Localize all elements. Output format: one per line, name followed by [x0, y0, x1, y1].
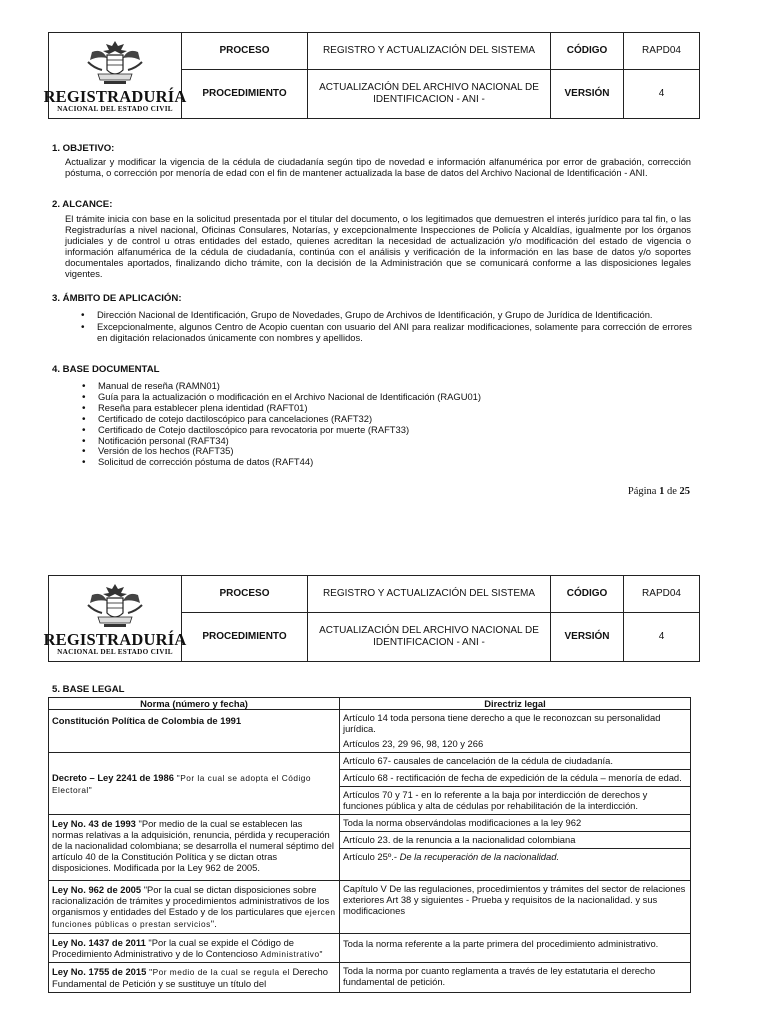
- column-header-directriz: Directriz legal: [340, 698, 691, 710]
- list-item: • Solicitud de corrección póstuma de datos (RAFT44): [81, 457, 693, 468]
- proceso-label: PROCESO: [182, 33, 308, 70]
- table-row: [49, 963, 691, 993]
- column-header-norma: Norma (número y fecha): [49, 698, 340, 710]
- directriz-cell: Artículo 67- causales de cancelación de la cédula de ciudadanía. Artículo 68 - rectificación de fecha de expedición de la cédula – menoría de edad. Artículos 70 y 71 - en lo referente a la baja por interdicción de derechos y funciones pública y alta de cédulas por rehabilitación de la interdicción.: [340, 753, 691, 815]
- document-header: [43, 32, 700, 119]
- version-value: 4: [624, 70, 700, 119]
- codigo-label: CÓDIGO: [551, 33, 624, 70]
- procedimiento-label: PROCEDIMIENTO: [182, 70, 308, 119]
- list-item: • Manual de reseña (RAMN01): [81, 381, 693, 392]
- codigo-value: RAPD04: [624, 576, 700, 613]
- ambito-title: 3. ÁMBITO DE APLICACIÓN:: [52, 293, 182, 304]
- logo-subtitle: NACIONAL DEL ESTADO CIVIL: [57, 648, 173, 657]
- alcance-title: 2. ALCANCE:: [52, 199, 113, 210]
- directriz-cell: Toda la norma por cuanto reglamenta a través de ley estatutaria el derecho fundamental de petición.: [340, 963, 691, 993]
- logo-name: REGISTRADURÍA: [43, 86, 187, 106]
- list-item: • Certificado de Cotejo dactiloscópico para revocatoria por muerte (RAFT33): [81, 425, 693, 436]
- procedimiento-value: ACTUALIZACIÓN DEL ARCHIVO NACIONAL DE IDENTIFICACION - ANI -: [308, 613, 551, 662]
- coat-of-arms-icon: [80, 38, 150, 88]
- base-legal-title: 5. BASE LEGAL: [52, 684, 125, 695]
- registraduria-logo: [43, 581, 187, 657]
- directriz-cell: Toda la norma observándolas modificaciones a la ley 962 Artículo 23. de la renuncia a la nacionalidad colombiana Artículo 25º.- De la recuperación de la nacionalidad.: [340, 815, 691, 881]
- list-item: • Certificado de cotejo dactiloscópico para cancelaciones (RAFT32): [81, 414, 693, 425]
- proceso-value: REGISTRO Y ACTUALIZACIÓN DEL SISTEMA: [308, 33, 551, 70]
- list-item: • Excepcionalmente, algunos Centro de Acopio cuentan con usuario del ANI para realizar modificaciones, solamente para corrección de errores en digitación relacionados únicamente con nombres y apellidos.: [80, 322, 692, 344]
- list-item: • Notificación personal (RAFT34): [81, 436, 693, 447]
- codigo-value: RAPD04: [624, 33, 700, 70]
- table-row: [49, 815, 691, 881]
- directriz-cell: Toda la norma referente a la parte primera del procedimiento administrativo.: [340, 933, 691, 963]
- table-row: [49, 881, 691, 933]
- logo-subtitle: NACIONAL DEL ESTADO CIVIL: [57, 105, 173, 114]
- list-item: • Guía para la actualización o modificación en el Archivo Nacional de Identificación (RAGU01): [81, 392, 693, 403]
- version-label: VERSIÓN: [551, 613, 624, 662]
- directriz-cell: Capítulo V De las regulaciones, procedimientos y trámites del sector de relaciones exteriores Art 38 y siguientes - Prueba y requisitos de la nacionalidad. y sus modificaciones: [340, 881, 691, 933]
- norma-cell: Ley No. 43 de 1993 "Por medio de la cual se establecen las normas relativas a la adquisición, renuncia, pérdida y recuperación de la nacionalidad colombiana; se desarrolla el numeral séptimo del artículo 40 de la Constitución Política y se dictan otras disposiciones. Modificada por la Ley 962 de 2005.: [49, 815, 340, 881]
- logo-cell: [43, 33, 187, 119]
- proceso-value: REGISTRO Y ACTUALIZACIÓN DEL SISTEMA: [308, 576, 551, 613]
- coat-of-arms-icon: [80, 581, 150, 631]
- norma-cell: Decreto – Ley 2241 de 1986 "Por la cual se adopta el Código Electoral": [49, 753, 340, 815]
- logo-name: REGISTRADURÍA: [43, 629, 187, 649]
- directriz-italic: Artículo 25º.- De la recuperación de la nacionalidad.: [340, 848, 690, 880]
- objetivo-text: Actualizar y modificar la vigencia de la cédula de ciudadanía según tipo de novedad e información alfanumérica por error de grabación, corrección póstuma, o corrección por menoría de edad con el fin de mantener actualizada la base de datos del Archivo Nacional de Identificación - ANI.: [65, 156, 691, 178]
- alcance-text: El trámite inicia con base en la solicitud presentada por el titular del documento, o los legitimados que demuestren el interés jurídico para tal fin, o las Registradurías a nivel nacional, Oficinas Consulares, Notarías, y excepcionalmente Inspecciones de Policía y Alcaldías, igualmente por los órganos judiciales y de control u otras entidades del estado, quienes acreditan la necesidad de actualización y/o modificación del estado de vigencia o información alfanumérica de la cédula de ciudadanía, continúa con el análisis y verificación de la información en las base de datos y/o soportes documentales aportados, finalizando dicho trámite, con la decisión de la Administración que se comunicará conforme a las disposiciones legales vigentes.: [65, 213, 691, 279]
- norma-cell: Ley No. 962 de 2005 "Por la cual se dictan disposiciones sobre racionalización de trámites y procedimientos administrativos de los organismos y entidades del Estado y de los particulares que ejercen funciones públicas o prestan servicios".: [49, 881, 340, 933]
- version-label: VERSIÓN: [551, 70, 624, 119]
- norma-cell: Constitución Política de Colombia de 1991: [49, 710, 340, 753]
- norma-cell: Ley No. 1755 de 2015 "Por medio de la cual se regula el Derecho Fundamental de Petición y se sustituye un título del: [49, 963, 340, 993]
- list-item: • Reseña para establecer plena identidad (RAFT01): [81, 403, 693, 414]
- base-legal-table: [48, 697, 691, 993]
- procedimiento-value: ACTUALIZACIÓN DEL ARCHIVO NACIONAL DE IDENTIFICACION - ANI -: [308, 70, 551, 119]
- document-header-page-2: [43, 575, 700, 662]
- registraduria-logo: [43, 38, 187, 114]
- codigo-label: CÓDIGO: [551, 576, 624, 613]
- directriz-cell: Artículo 14 toda persona tiene derecho a que le reconozcan su personalidad jurídica. Artículos 23, 29 96, 98, 120 y 266: [340, 710, 691, 753]
- base-documental-title: 4. BASE DOCUMENTAL: [52, 364, 160, 375]
- table-row: [49, 710, 691, 753]
- ambito-list: [80, 310, 692, 345]
- proceso-label: PROCESO: [182, 576, 308, 613]
- list-item: • Versión de los hechos (RAFT35): [81, 446, 693, 457]
- norma-cell: Ley No. 1437 de 2011 "Por la cual se expide el Código de Procedimiento Administrativo y de lo Contencioso Administrativo": [49, 933, 340, 963]
- base-documental-list: [81, 381, 693, 468]
- table-row: [49, 753, 691, 815]
- procedimiento-label: PROCEDIMIENTO: [182, 613, 308, 662]
- version-value: 4: [624, 613, 700, 662]
- objetivo-title: 1. OBJETIVO:: [52, 143, 115, 154]
- page-number: Página 1 de 25: [627, 486, 690, 497]
- logo-cell: [43, 576, 187, 662]
- list-item: • Dirección Nacional de Identificación, Grupo de Novedades, Grupo de Archivos de Identificación, y Grupo de Jurídica de Identificación.: [80, 310, 692, 321]
- table-row: [49, 933, 691, 963]
